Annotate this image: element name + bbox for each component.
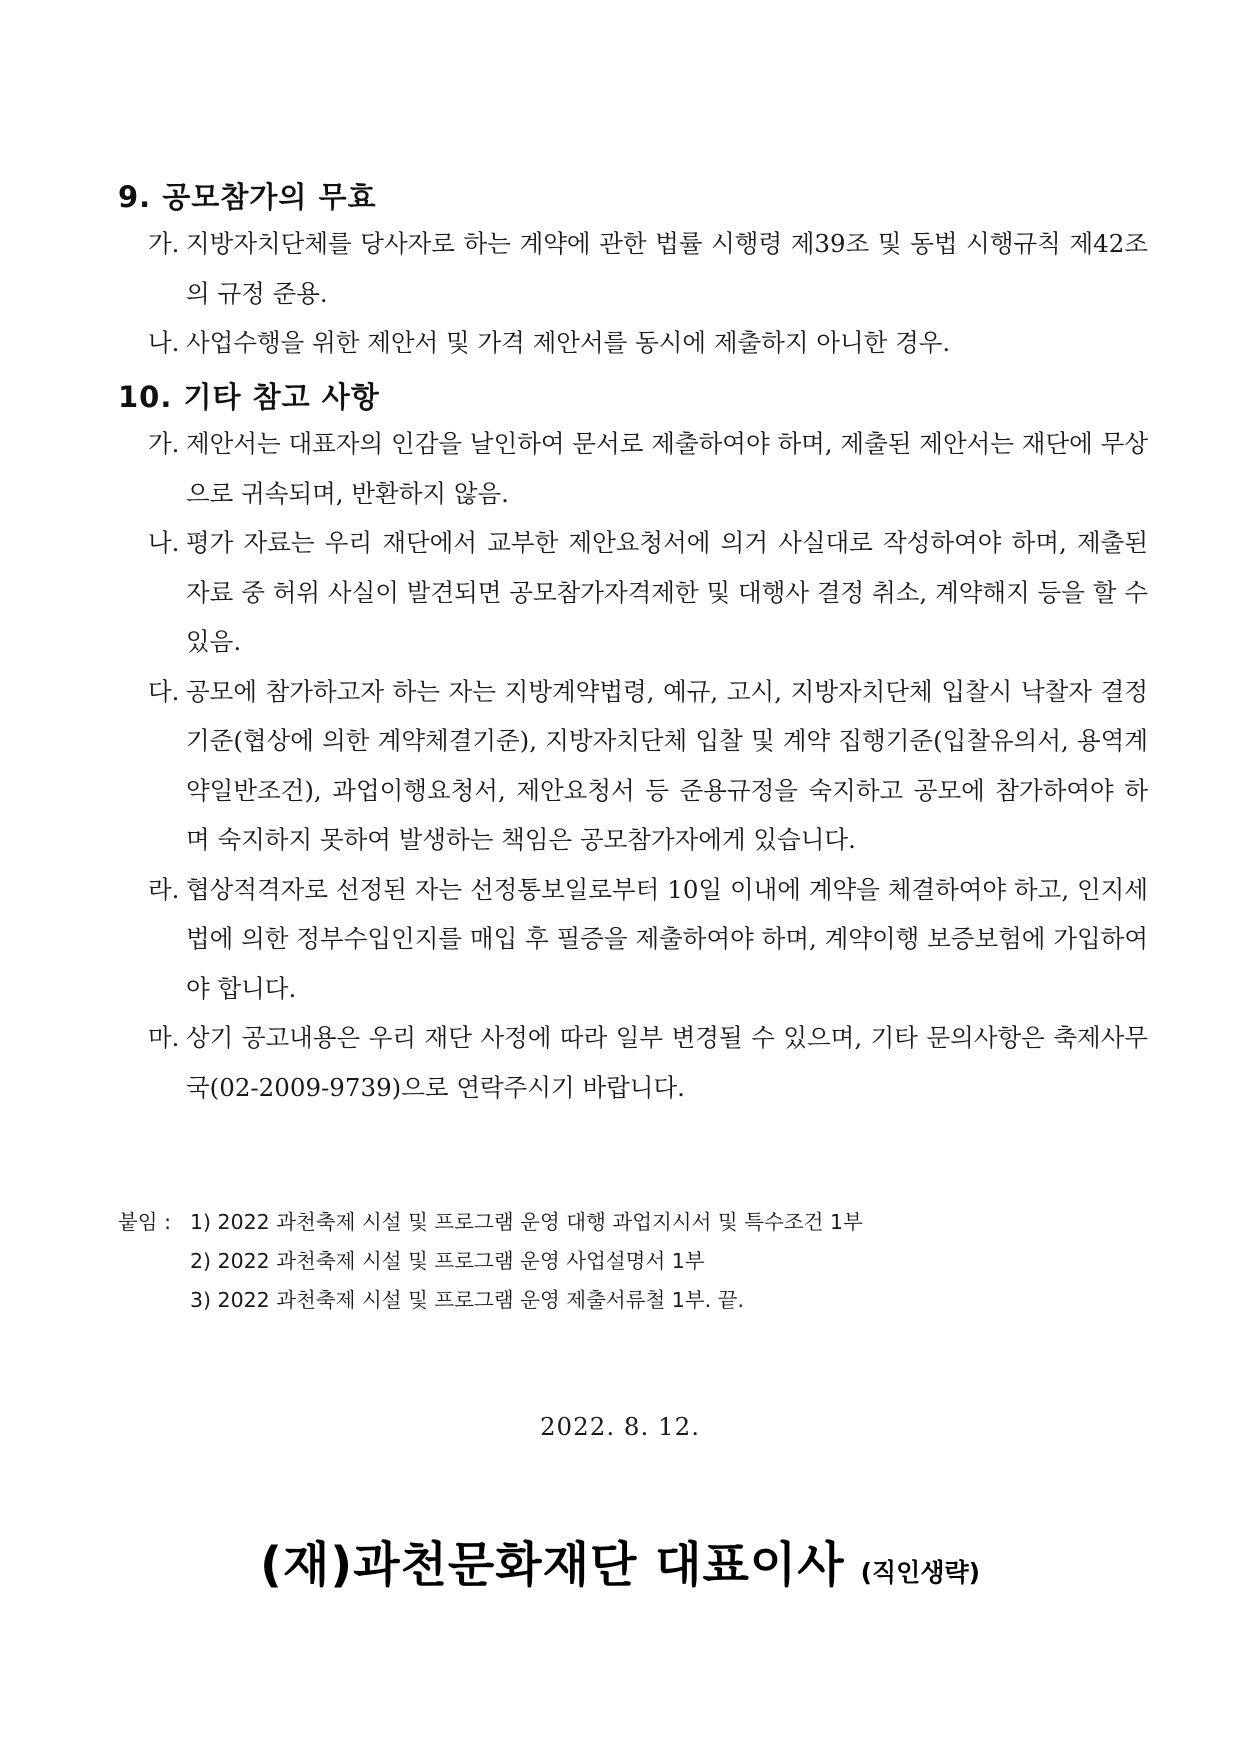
item-text: 상기 공고내용은 우리 재단 사정에 따라 일부 변경될 수 있으며, 기타 문의사항은 축제사무국(02-2009-9739)으로 연락주시기 바랍니다.	[186, 1023, 1148, 1102]
item-marker: 라.	[148, 874, 180, 904]
item-marker: 마.	[148, 1023, 180, 1052]
item-marker: 가.	[148, 229, 180, 258]
section-9-item-ga	[118, 219, 1148, 318]
section-10-item-ra	[118, 865, 1148, 1014]
section-10-item-ga	[118, 419, 1148, 518]
section-10	[118, 375, 1148, 1112]
attachments-list	[190, 1203, 863, 1320]
item-marker: 다.	[148, 676, 180, 706]
item-marker: 나.	[148, 528, 180, 557]
section-9-item-na	[118, 318, 1148, 368]
attachment-item: 2) 2022 과천축제 시설 및 프로그램 운영 사업설명서 1부	[190, 1249, 705, 1273]
attachment-item: 1) 2022 과천축제 시설 및 프로그램 운영 대행 과업지시서 및 특수조건 1부	[190, 1210, 863, 1234]
section-9	[118, 175, 1148, 368]
item-text: 제안서는 대표자의 인감을 날인하여 문서로 제출하여야 하며, 제출된 제안서는 재단에 무상으로 귀속되며, 반환하지 않음.	[186, 429, 1148, 508]
attachment-item: 3) 2022 과천축제 시설 및 프로그램 운영 제출서류철 1부. 끝.	[190, 1288, 744, 1312]
item-marker: 나.	[148, 328, 180, 357]
section-10-item-na	[118, 518, 1148, 667]
signature-block	[0, 1526, 1240, 1595]
item-text: 평가 자료는 우리 재단에서 교부한 제안요청서에 의거 사실대로 작성하여야 하며, 제출된 자료 중 허위 사실이 발견되면 공모참가자격제한 및 대행사 결정 취소, 계약해지 등을 할 수 있음.	[186, 528, 1148, 656]
signature-org: (재)과천문화재단 대표이사	[259, 1537, 845, 1593]
item-text: 사업수행을 위한 제안서 및 가격 제안서를 동시에 제출하지 아니한 경우.	[186, 328, 951, 357]
item-text: 협상적격자로 선정된 자는 선정통보일로부터 10일 이내에 계약을 체결하여야 하고, 인지세법에 의한 정부수입인지를 매입 후 필증을 제출하여야 하며, 계약이행 보증보험에 가입하여야 합니다.	[186, 874, 1148, 1003]
section-10-title: 10. 기타 참고 사항	[118, 380, 380, 414]
section-10-item-ma	[118, 1013, 1148, 1112]
item-text: 공모에 참가하고자 하는 자는 지방계약법령, 예규, 고시, 지방자치단체 입찰시 낙찰자 결정 기준(협상에 의한 계약체결기준), 지방자치단체 입찰 및 계약 집행기준(입찰유의서, 용역계약일반조건), 과업이행요청서, 제안요청서 등 준용규정을 숙지하고 공모에 참가하여야 하며 숙지하지 못하여 발생하는 책임은 공모참가자에게 있습니다.	[186, 676, 1148, 854]
section-9-title: 9. 공모참가의 무효	[118, 180, 377, 214]
attachments-label: 붙임 :	[118, 1210, 172, 1234]
section-10-item-da	[118, 667, 1148, 865]
seal-omitted-note: (직인생략)	[860, 1558, 981, 1587]
item-marker: 가.	[148, 429, 180, 458]
document-date: 2022. 8. 12.	[539, 1412, 701, 1441]
attachments	[118, 1203, 1148, 1320]
item-text: 지방자치단체를 당사자로 하는 계약에 관한 법률 시행령 제39조 및 동법 시행규칙 제42조의 규정 준용.	[186, 229, 1148, 308]
